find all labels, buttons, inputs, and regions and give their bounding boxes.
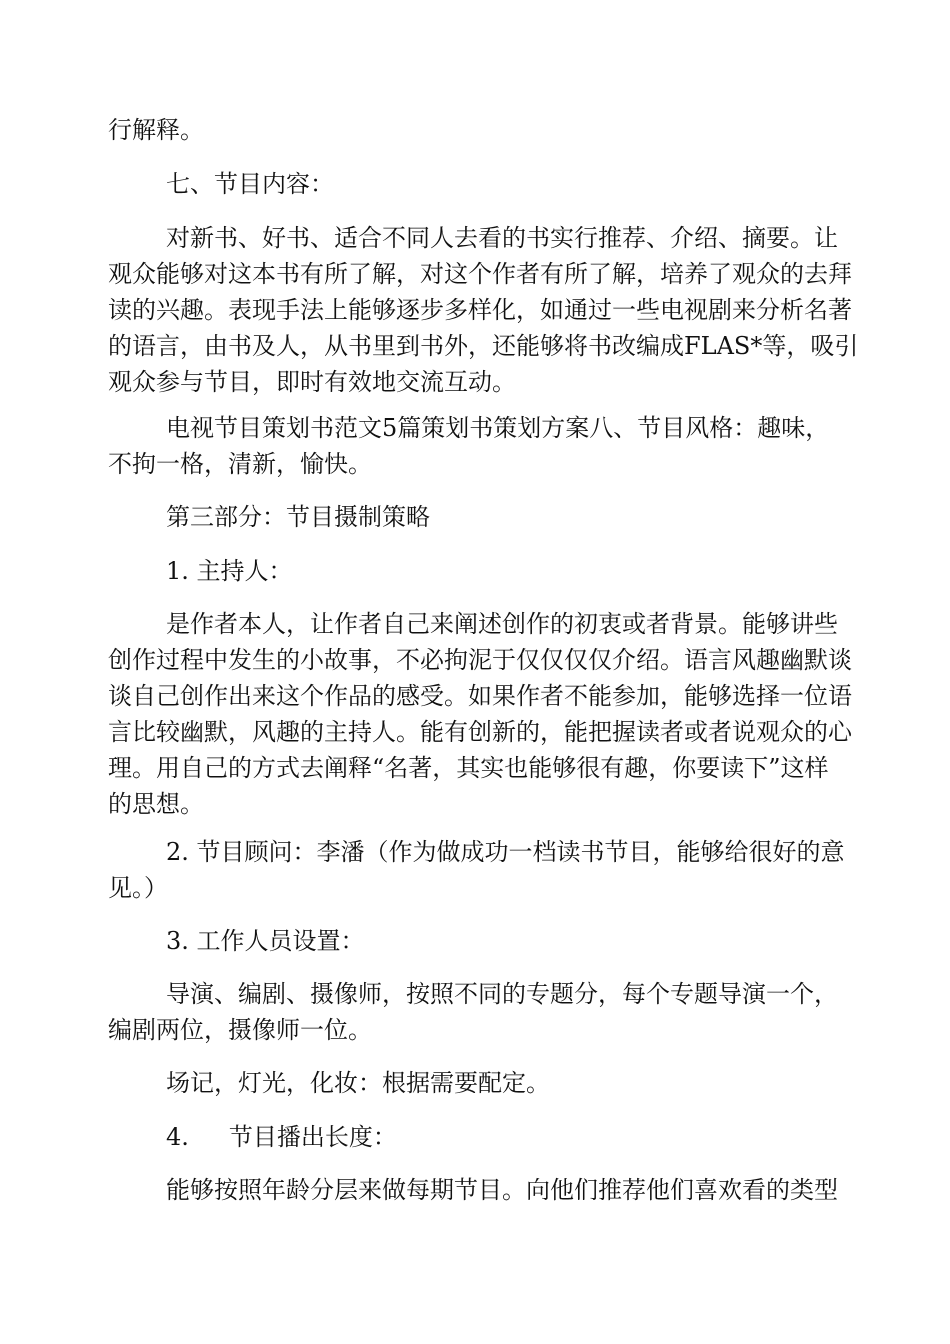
paragraph-program-advisor <box>108 834 843 906</box>
text-line: 言比较幽默，风趣的主持人。能有创新的，能把握读者或者说观众的心 <box>108 718 852 746</box>
paragraph-program-content <box>108 220 859 400</box>
text-line: 读的兴趣。表现手法上能够逐步多样化，如通过一些电视剧来分析名著 <box>108 296 852 324</box>
text-line: 七、节目内容： <box>166 170 334 198</box>
text-line: 1. 主持人： <box>166 557 293 585</box>
text-line: 3. 工作人员设置： <box>166 927 365 955</box>
heading-part-three <box>108 499 843 535</box>
paragraph-age-layers <box>108 1172 843 1208</box>
heading-host <box>108 553 843 589</box>
text-line: 编剧两位，摄像师一位。 <box>108 1016 372 1044</box>
text-line: 创作过程中发生的小故事，不必拘泥于仅仅仅仅介绍。语言风趣幽默谈 <box>108 646 852 674</box>
text-line: 场记，灯光，化妆：根据需要配定。 <box>166 1069 550 1097</box>
text-line: 观众能够对这本书有所了解，对这个作者有所了解，培养了观众的去拜 <box>108 260 852 288</box>
heading-section-seven <box>108 166 843 202</box>
text-line: 行解释。 <box>108 116 204 144</box>
paragraph-staff-roles <box>108 976 843 1048</box>
paragraph-support-staff <box>108 1065 843 1101</box>
text-line: 第三部分：节目摄制策略 <box>166 503 430 531</box>
text-line: 观众参与节目，即时有效地交流互动。 <box>108 368 516 396</box>
paragraph-host-description <box>108 606 852 822</box>
paragraph-continuation <box>108 112 843 148</box>
heading-staff-setup <box>108 923 843 959</box>
text-line: 见。） <box>108 874 168 902</box>
heading-broadcast-length <box>108 1119 843 1155</box>
text-line: 理。用自己的方式去阐释“名著，其实也能够很有趣，你要读下”这样 <box>108 754 829 782</box>
text-line: 导演、编剧、摄像师，按照不同的专题分，每个专题导演一个， <box>166 980 838 1008</box>
text-line: 谈自己创作出来这个作品的感受。如果作者不能参加，能够选择一位语 <box>108 682 852 710</box>
text-line: 的语言，由书及人，从书里到书外，还能够将书改编成FLAS*等，吸引 <box>108 332 859 360</box>
text-line: 对新书、好书、适合不同人去看的书实行推荐、介绍、摘要。让 <box>166 224 838 252</box>
paragraph-program-style <box>108 410 843 482</box>
text-line: 2. 节目顾问：李潘（作为做成功一档读书节目，能够给很好的意 <box>166 838 845 866</box>
text-line: 是作者本人，让作者自己来阐述创作的初衷或者背景。能够讲些 <box>166 610 838 638</box>
text-line: 不拘一格，清新，愉快。 <box>108 450 372 478</box>
text-line: 电视节目策划书范文5篇策划书策划方案八、节目风格：趣味， <box>166 414 830 442</box>
text-line: 能够按照年龄分层来做每期节目。向他们推荐他们喜欢看的类型 <box>166 1176 838 1204</box>
list-number: 4. <box>166 1123 189 1151</box>
text-line <box>108 1119 843 1155</box>
text-line: 的思想。 <box>108 790 204 818</box>
list-heading-text: 节目播出长度： <box>228 1123 397 1151</box>
